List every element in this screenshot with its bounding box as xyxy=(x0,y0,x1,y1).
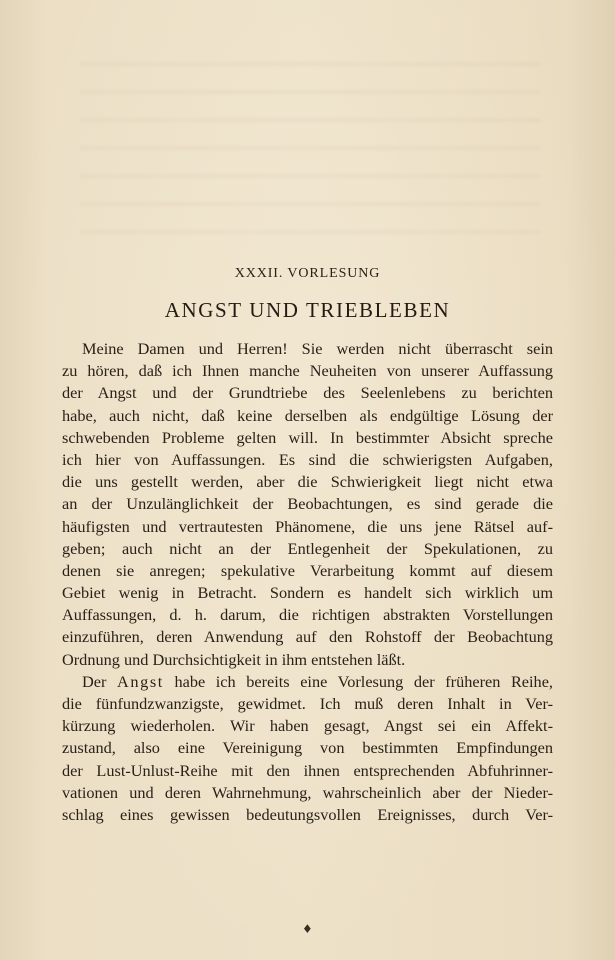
text-fragment: Der xyxy=(82,671,107,691)
paragraph-2 xyxy=(62,671,553,826)
text-line: schlag eines gewissen bedeutungsvollen Ereignisses, durch Ver- xyxy=(62,804,553,824)
text-line: zustand, also eine Vereinigung von bestimmten Empfindungen xyxy=(62,738,553,758)
text-line: habe, auch nicht, daß keine derselben als endgültige Lösung der xyxy=(62,405,553,425)
text-line: die fünfundzwanzigste, gewidmet. Ich muß deren Inhalt in Ver- xyxy=(62,694,553,713)
text-line: häufigsten und vertrautesten Phänomene, die uns jene Rätsel auf- xyxy=(62,516,553,536)
emphasized-word: Angst xyxy=(116,671,164,691)
text-line: Gebiet wenig in Betracht. Sondern es handelt sich wirklich um xyxy=(62,583,553,603)
text-line: zu hören, daß ich Ihnen manche Neuheiten von unserer Auffassung xyxy=(62,361,553,381)
text-line: geben; auch nicht an der Entlegenheit der Spekulationen, zu xyxy=(62,538,553,558)
text-line: die uns gestellt werden, aber die Schwierigkeit liegt nicht etwa xyxy=(62,472,553,492)
text-line: denen sie anregen; spekulative Verarbeitung kommt auf diesem xyxy=(62,560,553,580)
text-line: kürzung wiederholen. Wir haben gesagt, Angst sei ein Affekt- xyxy=(62,716,553,736)
bleed-through-text xyxy=(80,62,540,242)
paragraph-1 xyxy=(62,338,553,671)
text-line: Auffassungen, d. h. darum, die richtigen abstrakten Vorstellungen xyxy=(62,605,553,625)
text-line: vationen und deren Wahrnehmung, wahrscheinlich aber der Nieder- xyxy=(62,782,553,802)
text-line xyxy=(62,671,553,693)
text-line: schwebenden Probleme gelten will. In bestimmter Absicht spreche xyxy=(62,427,553,447)
text-line: an der Unzulänglichkeit der Beobachtungen, es sind gerade die xyxy=(62,494,553,514)
text-line: Meine Damen und Herren! Sie werden nicht überrascht sein xyxy=(82,339,553,358)
text-line: Ordnung und Durchsichtigkeit in ihm entstehen läßt. xyxy=(62,649,406,669)
chapter-title: ANGST UND TRIEBLEBEN xyxy=(164,298,451,322)
chapter-number: XXXII. VORLESUNG xyxy=(234,266,381,281)
text-line: ich hier von Auffassungen. Es sind die schwierigsten Aufgaben, xyxy=(62,449,553,469)
text-line: der Angst und der Grundtriebe des Seelenlebens zu berichten xyxy=(62,383,553,403)
text-fragment: habe ich bereits eine Vorlesung der früheren Reihe, xyxy=(174,671,553,691)
body-text xyxy=(62,338,553,826)
text-line: einzuführen, deren Anwendung auf den Rohstoff der Beobachtung xyxy=(62,627,553,647)
printer-ornament: ♦ xyxy=(302,922,313,936)
text-line: der Lust-Unlust-Reihe mit den ihnen entsprechenden Abfuhrinner- xyxy=(62,760,553,780)
